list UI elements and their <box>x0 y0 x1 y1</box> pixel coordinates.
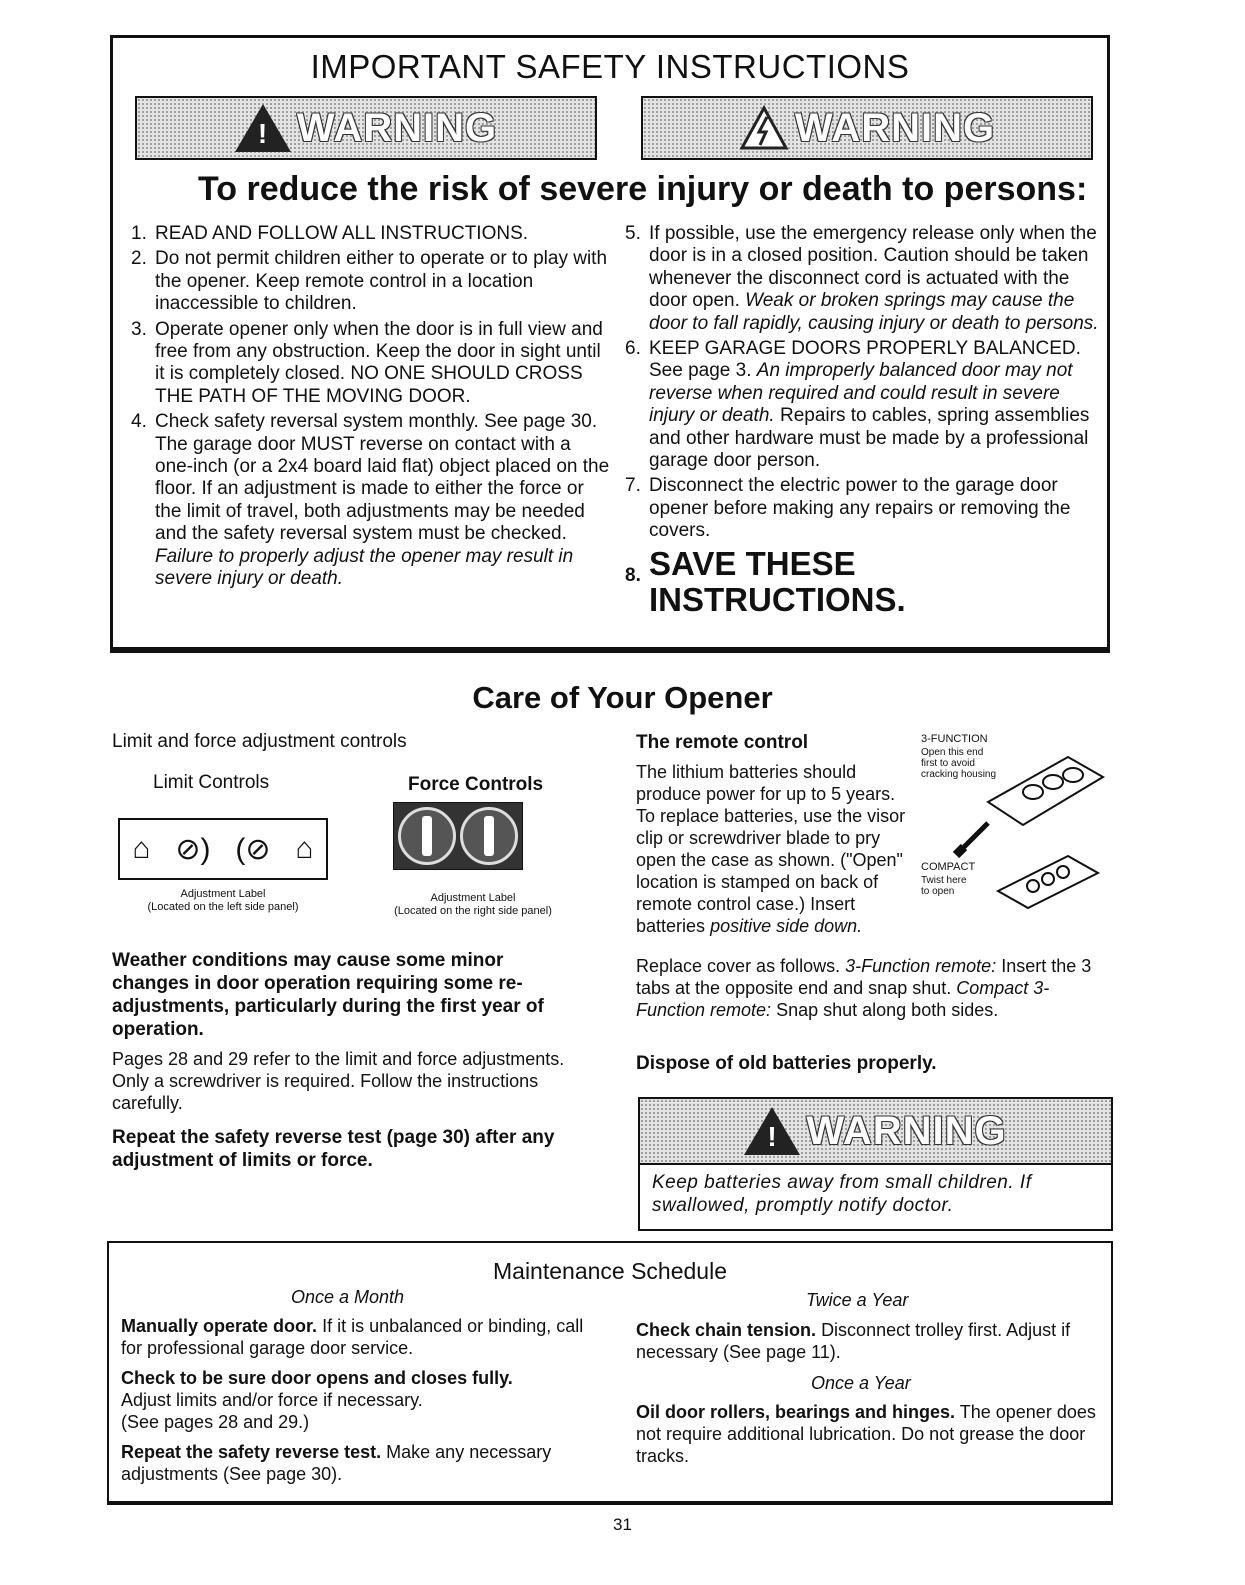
replace-text: Snap shut along both sides. <box>776 1000 999 1020</box>
electric-shock-icon <box>739 105 789 151</box>
limit-dial-icon: ⊘) <box>175 832 211 866</box>
remote-figure <box>918 733 1108 913</box>
compact-remote-icon <box>993 851 1103 913</box>
fig-twist-note: Twist here to open <box>921 875 967 897</box>
task-title: Oil door rollers, bearings and hinges. <box>636 1402 956 1422</box>
safety-list-left <box>131 223 611 594</box>
safety-list-right <box>625 223 1100 621</box>
battery-warning-box <box>638 1097 1113 1231</box>
warning-label: WARNING <box>806 1108 1007 1153</box>
monthly-task <box>121 1441 591 1485</box>
limit-force-heading: Limit and force adjustment controls <box>112 731 407 752</box>
remote-heading: The remote control <box>636 732 809 753</box>
item-text: SAVE THESE INSTRUCTIONS. <box>649 544 906 618</box>
label-line: Adjustment Label <box>430 892 516 904</box>
task-text: The opener does not require additional lubrication. Do not grease the door tracks. <box>636 1402 1096 1466</box>
warning-banner-right <box>641 96 1093 160</box>
item-text: KEEP GARAGE DOORS PROPERLY BALANCED. See page 3. <box>649 338 1081 382</box>
limit-dial-icon: (⊘ <box>235 832 271 866</box>
safety-item <box>131 319 611 409</box>
safety-item <box>131 411 611 590</box>
weather-paragraph <box>112 949 582 1041</box>
task-title: Repeat the safety reverse test. <box>121 1442 382 1462</box>
label-line: (Located on the left side panel) <box>147 901 299 913</box>
item-text: READ AND FOLLOW ALL INSTRUCTIONS. <box>155 223 529 244</box>
replace-text: Insert the 3 tabs at the opposite end and snap shut. <box>636 956 1092 998</box>
task-text: If it is unbalanced or binding, call for professional garage door service. <box>121 1316 584 1358</box>
item-text: If possible, use the emergency release only when the door is in a closed position. Caution should be taken whenever the disconnect cord is actuated with the door open. <box>649 223 1097 312</box>
care-title: Care of Your Opener <box>472 680 773 715</box>
warning-label: WARNING <box>794 105 996 150</box>
item-text: Repairs to cables, spring assemblies and other hardware must be made by a professional garage door person. <box>649 405 1090 472</box>
item-number: 4. <box>131 411 147 433</box>
remote-text: The lithium batteries should produce power for up to 5 years. To replace batteries, use the visor clip or screwdriver blade to pry open the case as shown. ("Open" location is stamped on back of remote control case.) Insert batteries <box>636 762 906 936</box>
item-text: Operate opener only when the door is in full view and free from any obstruction. Keep the door in sight until it is completely closed. NO ONE SHOULD CROSS THE PATH OF THE MOVING DOOR. <box>155 318 603 407</box>
fig-compact-label: COMPACT <box>921 861 976 873</box>
task-title: Check to be sure door opens and closes fully. <box>121 1368 513 1388</box>
warning-triangle-icon: ! <box>744 1107 800 1155</box>
task-text: Make any necessary adjustments (See page 30). <box>121 1442 552 1484</box>
twice-a-year-heading: Twice a Year <box>806 1290 909 1310</box>
force-adjustment-label <box>368 892 578 918</box>
safety-item <box>131 248 611 315</box>
remote-italic-text: positive side down. <box>710 916 863 936</box>
item-number: 1. <box>131 223 147 244</box>
pages-paragraph: Pages 28 and 29 refer to the limit and force adjustments. Only a screwdriver is required. Follow the instructions carefully. <box>112 1049 565 1113</box>
safety-item <box>625 338 1100 472</box>
fig-3function-label: 3-FUNCTION <box>921 733 988 745</box>
limit-adjustment-label <box>118 888 328 914</box>
replace-italic-text: Compact 3-Function remote: <box>636 978 1050 1020</box>
monthly-task <box>121 1367 591 1433</box>
warning-triangle-icon: ! <box>235 104 291 152</box>
fig-open-note: Open this end first to avoid cracking housing <box>921 747 997 780</box>
limit-controls-graphic <box>118 818 328 880</box>
garage-open-icon: ⌂ <box>295 832 314 865</box>
item-number: 8. <box>625 564 641 586</box>
item-number: 6. <box>625 338 641 360</box>
garage-closed-icon: ⌂ <box>132 832 151 865</box>
safety-instructions-box <box>110 35 1110 653</box>
force-controls-label: Force Controls <box>408 774 544 795</box>
monthly-task <box>121 1315 591 1359</box>
yearly-task <box>636 1401 1106 1467</box>
once-a-month-heading: Once a Month <box>291 1287 405 1307</box>
safety-headline: To reduce the risk of severe injury or death to persons: <box>198 170 1088 208</box>
page-number: 31 <box>613 1515 632 1534</box>
task-text: Disconnect trolley first. Adjust if necessary (See page 11). <box>636 1320 1071 1362</box>
item-italic-text: Failure to properly adjust the opener may result in severe injury or death. <box>155 545 574 590</box>
repeat-paragraph: Repeat the safety reverse test (page 30) after any adjustment of limits or force. <box>112 1127 555 1171</box>
warning-banner-left <box>135 96 597 160</box>
safety-item <box>131 223 611 245</box>
warning-label: WARNING <box>296 105 498 150</box>
task-text: (See pages 28 and 29.) <box>121 1412 310 1432</box>
item-text: Do not permit children either to operate or to play with the opener. Keep remote control in a location inaccessible to children. <box>155 248 608 315</box>
dispose-batteries: Dispose of old batteries properly. <box>636 1053 937 1074</box>
remote-paragraph <box>636 761 916 937</box>
item-number: 2. <box>131 248 147 270</box>
battery-warning-text: Keep batteries away from small children. If swallowed, promptly notify doctor. <box>652 1172 1032 1216</box>
force-dial-icon <box>460 807 518 865</box>
force-dial-icon <box>398 807 456 865</box>
limit-controls-label: Limit Controls <box>153 772 270 793</box>
item-text: Disconnect the electric power to the garage door opener before making any repairs or removing the covers. <box>649 475 1071 542</box>
item-number: 7. <box>625 475 641 497</box>
task-title: Manually operate door. <box>121 1316 318 1336</box>
force-controls-graphic <box>393 802 523 870</box>
twice-yearly-task <box>636 1319 1106 1363</box>
safety-title: IMPORTANT SAFETY INSTRUCTIONS <box>310 48 910 85</box>
item-italic-text: Weak or broken springs may cause the door to fall rapidly, causing injury or death to persons. <box>649 290 1099 334</box>
item-number: 5. <box>625 223 641 244</box>
task-title: Check chain tension. <box>636 1320 817 1340</box>
screwdriver-icon <box>948 813 998 863</box>
weather-text: Weather conditions may cause some minor changes in door operation requiring some re-adjustments, particularly during the first year of operation. <box>112 950 544 1040</box>
item-number: 3. <box>131 318 147 340</box>
safety-item <box>625 223 1100 335</box>
item-italic-text: An improperly balanced door may not reverse when required and could result in severe injury or death. <box>649 360 1073 427</box>
warning-banner-battery <box>640 1099 1111 1165</box>
label-line: Adjustment Label <box>180 888 266 900</box>
save-instructions <box>625 546 1100 618</box>
item-text: Check safety reversal system monthly. See page 30. The garage door MUST reverse on contact with a one-inch (or a 2x4 board laid flat) object placed on the floor. If an adjustment is made to either the force or the limit of travel, both adjustments may be needed and the safety reversal system must be checked. <box>155 411 610 545</box>
replace-cover-paragraph <box>636 955 1106 1021</box>
label-line: (Located on the right side panel) <box>394 905 552 917</box>
safety-item <box>625 475 1100 542</box>
replace-italic-text: 3-Function remote: <box>845 956 997 976</box>
replace-text: Replace cover as follows. <box>636 956 841 976</box>
once-a-year-heading: Once a Year <box>811 1373 911 1393</box>
task-text: Adjust limits and/or force if necessary. <box>121 1390 423 1410</box>
maintenance-title: Maintenance Schedule <box>493 1258 727 1284</box>
maintenance-schedule-box <box>107 1241 1113 1505</box>
